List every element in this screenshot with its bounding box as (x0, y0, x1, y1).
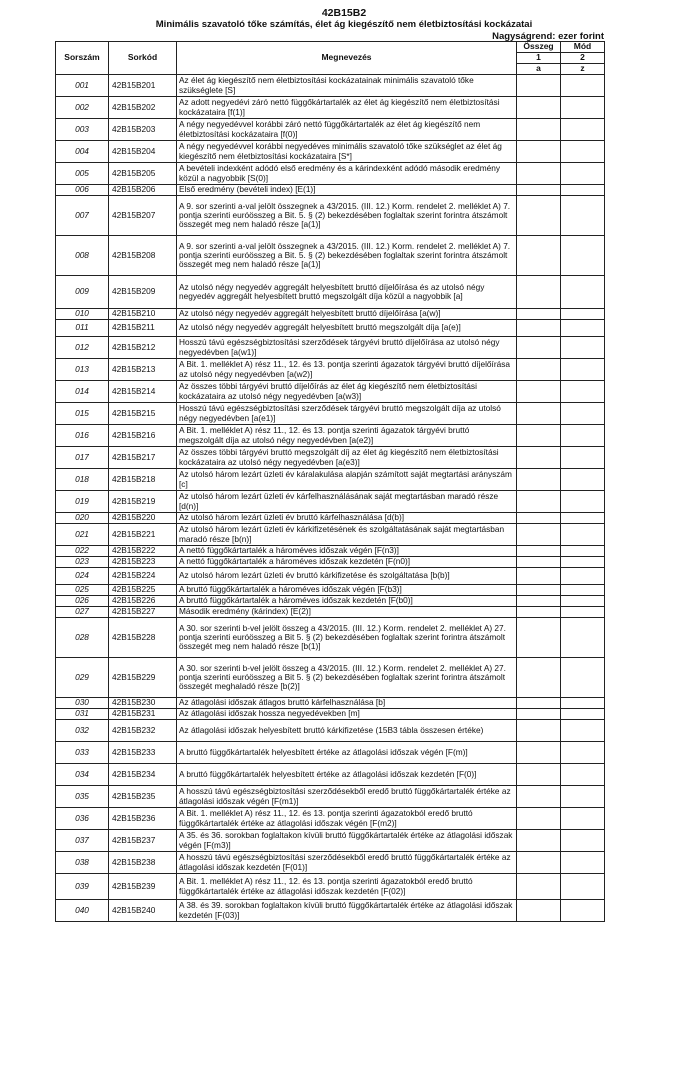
mode-cell[interactable] (561, 425, 605, 447)
row-number: 020 (56, 513, 109, 524)
mode-cell[interactable] (561, 141, 605, 163)
row-code: 42B15B237 (109, 830, 177, 852)
amount-cell[interactable] (517, 185, 561, 196)
row-code: 42B15B219 (109, 491, 177, 513)
row-description: A 38. és 39. sorokban foglaltakon kívüli bruttó függőkártartalék értéke az átlagolási időszak kezdetén [F(03)] (177, 900, 517, 922)
row-code: 42B15B205 (109, 163, 177, 185)
amount-cell[interactable] (517, 425, 561, 447)
row-code: 42B15B218 (109, 469, 177, 491)
amount-cell[interactable] (517, 337, 561, 359)
amount-cell[interactable] (517, 447, 561, 469)
row-code: 42B15B232 (109, 720, 177, 742)
row-description: A hosszú távú egészségbiztosítási szerződésekből eredő bruttó függőkártartalék értéke az átlagolási időszak kezdetén [F(01)] (177, 852, 517, 874)
mode-cell[interactable] (561, 403, 605, 425)
row-code: 42B15B203 (109, 119, 177, 141)
row-code: 42B15B233 (109, 742, 177, 764)
mode-cell[interactable] (561, 491, 605, 513)
row-code: 42B15B227 (109, 607, 177, 618)
row-description: Az átlagolási időszak átlagos bruttó kárfelhasználása [b] (177, 698, 517, 709)
row-description: Az élet ág kiegészítő nem életbiztosítási kockázatainak minimális szavatoló tőke szükséglete [S] (177, 75, 517, 97)
amount-cell[interactable] (517, 786, 561, 808)
row-number: 025 (56, 585, 109, 596)
row-number: 038 (56, 852, 109, 874)
mode-cell[interactable] (561, 75, 605, 97)
col-letter-mod: z (561, 64, 605, 75)
row-description: Az utolsó négy negyedév aggregált helyesbített bruttó díjelőírása és az utolsó négy negyedév aggregált helyesbített bruttó megszolgált díja közül a nagyobbik [a] (177, 276, 517, 309)
table-row (56, 185, 605, 196)
amount-cell[interactable] (517, 852, 561, 874)
row-number: 019 (56, 491, 109, 513)
row-code: 42B15B212 (109, 337, 177, 359)
mode-cell[interactable] (561, 236, 605, 276)
row-description: A bruttó függőkártartalék helyesbített értéke az átlagolási időszak kezdetén [F(0)] (177, 764, 517, 786)
row-number: 030 (56, 698, 109, 709)
mode-cell[interactable] (561, 900, 605, 922)
amount-cell[interactable] (517, 141, 561, 163)
table-row (56, 658, 605, 698)
amount-cell[interactable] (517, 709, 561, 720)
mode-cell[interactable] (561, 97, 605, 119)
row-description: Az adott negyedévi záró nettó függőkártartalék az élet ág kiegészítő nem életbiztosítási kockázataira [f(1)] (177, 97, 517, 119)
amount-cell[interactable] (517, 196, 561, 236)
row-number: 014 (56, 381, 109, 403)
row-code: 42B15B211 (109, 320, 177, 337)
amount-cell[interactable] (517, 546, 561, 557)
amount-cell[interactable] (517, 359, 561, 381)
amount-cell[interactable] (517, 874, 561, 900)
row-code: 42B15B213 (109, 359, 177, 381)
table-row (56, 425, 605, 447)
row-code: 42B15B221 (109, 524, 177, 546)
table-code: 42B15B2 (321, 7, 367, 19)
mode-cell[interactable] (561, 764, 605, 786)
amount-cell[interactable] (517, 568, 561, 585)
row-description: A Bit. 1. melléklet A) rész 11., 12. és 13. pontja szerinti ágazatokból eredő bruttó függőkártartalék értéke az átlagolási időszak végén [F(m2)] (177, 808, 517, 830)
row-description: A Bit. 1. melléklet A) rész 11., 12. és 13. pontja szerinti ágazatok tárgyévi bruttó megszolgált díja az utolsó négy negyedévben [a(e2)] (177, 425, 517, 447)
row-description: Az összes többi tárgyévi bruttó megszolgált díj az élet ág kiegészítő nem életbiztosítási kockázataira az utolsó négy negyedévben [a(e3)] (177, 447, 517, 469)
col-number-mod: 2 (561, 53, 605, 64)
row-description: Hosszú távú egészségbiztosítási szerződések tárgyévi bruttó díjelőírása az utolsó négy negyedévben [a(w1)] (177, 337, 517, 359)
row-code: 42B15B239 (109, 874, 177, 900)
mode-cell[interactable] (561, 469, 605, 491)
row-description: Az átlagolási időszak helyesbített bruttó kárkifizetése (15B3 tábla összesen értéke) (177, 720, 517, 742)
mode-cell[interactable] (561, 320, 605, 337)
row-code: 42B15B204 (109, 141, 177, 163)
row-code: 42B15B214 (109, 381, 177, 403)
row-description: A Bit. 1. melléklet A) rész 11., 12. és 13. pontja szerinti ágazatok tárgyévi bruttó díjelőírása az utolsó négy negyedévben [a(w2)] (177, 359, 517, 381)
row-description: A 35. és 36. sorokban foglaltakon kívüli bruttó függőkártartalék értéke az átlagolási időszak végén [F(m3)] (177, 830, 517, 852)
amount-cell[interactable] (517, 698, 561, 709)
table-row (56, 764, 605, 786)
row-number: 031 (56, 709, 109, 720)
row-number: 011 (56, 320, 109, 337)
row-description: A bruttó függőkártartalék helyesbített értéke az átlagolási időszak végén [F(m)] (177, 742, 517, 764)
table-row (56, 359, 605, 381)
row-code: 42B15B201 (109, 75, 177, 97)
row-number: 021 (56, 524, 109, 546)
table-row (56, 557, 605, 568)
amount-cell[interactable] (517, 607, 561, 618)
row-description: Az utolsó három lezárt üzleti év kárfelhasználásának saját megtartásban maradó része [d(n)] (177, 491, 517, 513)
row-number: 002 (56, 97, 109, 119)
table-row (56, 585, 605, 596)
row-number: 013 (56, 359, 109, 381)
amount-cell[interactable] (517, 524, 561, 546)
amount-cell[interactable] (517, 381, 561, 403)
mode-cell[interactable] (561, 546, 605, 557)
mode-cell[interactable] (561, 658, 605, 698)
table-row (56, 236, 605, 276)
amount-cell[interactable] (517, 658, 561, 698)
table-row (56, 568, 605, 585)
row-description: Az utolsó három lezárt üzleti év bruttó kárfelhasználása [d(b)] (177, 513, 517, 524)
mode-cell[interactable] (561, 596, 605, 607)
amount-cell[interactable] (517, 618, 561, 658)
row-code: 42B15B238 (109, 852, 177, 874)
amount-cell[interactable] (517, 75, 561, 97)
table-row (56, 874, 605, 900)
row-number: 018 (56, 469, 109, 491)
amount-cell[interactable] (517, 513, 561, 524)
amount-cell[interactable] (517, 585, 561, 596)
table-row (56, 119, 605, 141)
row-description: A négy negyedévvel korábbi záró nettó függőkártartalék az élet ág kiegészítő nem életbiztosítási kockázataira [f(0)] (177, 119, 517, 141)
table-row (56, 513, 605, 524)
col-header-mod: Mód (561, 42, 605, 53)
row-description: A bruttó függőkártartalék a hároméves időszak kezdetén [F(b0)] (177, 596, 517, 607)
mode-cell[interactable] (561, 585, 605, 596)
row-code: 42B15B217 (109, 447, 177, 469)
row-number: 024 (56, 568, 109, 585)
row-code: 42B15B240 (109, 900, 177, 922)
mode-cell[interactable] (561, 359, 605, 381)
row-code: 42B15B202 (109, 97, 177, 119)
mode-cell[interactable] (561, 786, 605, 808)
row-number: 010 (56, 309, 109, 320)
table-row (56, 381, 605, 403)
row-description: Az utolsó négy negyedév aggregált helyesbített bruttó díjelőírása [a(w)] (177, 309, 517, 320)
amount-cell[interactable] (517, 119, 561, 141)
row-code: 42B15B222 (109, 546, 177, 557)
mode-cell[interactable] (561, 185, 605, 196)
table-row (56, 196, 605, 236)
row-number: 039 (56, 874, 109, 900)
row-code: 42B15B225 (109, 585, 177, 596)
col-header-osszeg: Összeg (517, 42, 561, 53)
table-row (56, 141, 605, 163)
amount-cell[interactable] (517, 742, 561, 764)
table-row (56, 403, 605, 425)
row-description: A 30. sor szerinti b-vel jelölt összeg a 43/2015. (III. 12.) Korm. rendelet 2. melléklet A) 27. pontja szerinti euróösszeg a Bit 5. § (2) bekezdésében foglaltak szerint forintra átszámolt összegét meghaladó része [b(2)] (177, 658, 517, 698)
row-description: Az összes többi tárgyévi bruttó díjelőírás az élet ág kiegészítő nem életbiztosítási kockázataira az utolsó négy negyedévben [a(w3)] (177, 381, 517, 403)
mode-cell[interactable] (561, 568, 605, 585)
row-number: 023 (56, 557, 109, 568)
row-number: 006 (56, 185, 109, 196)
row-number: 040 (56, 900, 109, 922)
row-code: 42B15B216 (109, 425, 177, 447)
mode-cell[interactable] (561, 709, 605, 720)
amount-cell[interactable] (517, 720, 561, 742)
amount-cell[interactable] (517, 236, 561, 276)
row-number: 034 (56, 764, 109, 786)
table-row (56, 320, 605, 337)
mode-cell[interactable] (561, 196, 605, 236)
row-description: A bruttó függőkártartalék a hároméves időszak végén [F(b3)] (177, 585, 517, 596)
row-number: 008 (56, 236, 109, 276)
table-row (56, 852, 605, 874)
row-number: 036 (56, 808, 109, 830)
row-description: A 9. sor szerinti a-val jelölt összegnek a 43/2015. (III. 12.) Korm. rendelet 2. melléklet A) 7. pontja szerinti euróösszeg a Bit. 5. § (2) bekezdésében foglaltak szerint forintra átszámolt összegét meg nem haladó része [a(1)] (177, 236, 517, 276)
table-row (56, 709, 605, 720)
mode-cell[interactable] (561, 513, 605, 524)
table-row (56, 163, 605, 185)
amount-cell[interactable] (517, 320, 561, 337)
row-number: 003 (56, 119, 109, 141)
row-number: 012 (56, 337, 109, 359)
mode-cell[interactable] (561, 698, 605, 709)
amount-cell[interactable] (517, 491, 561, 513)
row-code: 42B15B226 (109, 596, 177, 607)
mode-cell[interactable] (561, 607, 605, 618)
data-table (55, 41, 605, 922)
table-row (56, 469, 605, 491)
mode-cell[interactable] (561, 720, 605, 742)
row-description: Az utolsó három lezárt üzleti év káralakulása alapján számított saját megtartási arányszám [c] (177, 469, 517, 491)
table-title: Minimális szavatoló tőke számítás, élet ág kiegészítő nem életbiztosítási kockázatai (155, 19, 533, 30)
row-description: Az utolsó három lezárt üzleti év kárkifizetésének és szolgáltatásának saját megtartásban maradó része [b(n)] (177, 524, 517, 546)
mode-cell[interactable] (561, 381, 605, 403)
row-code: 42B15B235 (109, 786, 177, 808)
amount-cell[interactable] (517, 900, 561, 922)
table-row (56, 97, 605, 119)
row-code: 42B15B224 (109, 568, 177, 585)
mode-cell[interactable] (561, 119, 605, 141)
row-code: 42B15B220 (109, 513, 177, 524)
amount-cell[interactable] (517, 276, 561, 309)
mode-cell[interactable] (561, 852, 605, 874)
table-row (56, 309, 605, 320)
table-row (56, 830, 605, 852)
amount-cell[interactable] (517, 596, 561, 607)
col-letter-osszeg: a (517, 64, 561, 75)
row-number: 027 (56, 607, 109, 618)
row-code: 42B15B206 (109, 185, 177, 196)
mode-cell[interactable] (561, 742, 605, 764)
mode-cell[interactable] (561, 163, 605, 185)
amount-cell[interactable] (517, 309, 561, 320)
mode-cell[interactable] (561, 808, 605, 830)
table-row (56, 337, 605, 359)
row-description: A 30. sor szerinti b-vel jelölt összeg a 43/2015. (III. 12.) Korm. rendelet 2. melléklet A) 27. pontja szerinti euróösszeg a Bit 5. § (2) bekezdésében foglaltak szerint forintra átszámolt összegét meg nem haladó része [b(1)] (177, 618, 517, 658)
mode-cell[interactable] (561, 557, 605, 568)
amount-cell[interactable] (517, 469, 561, 491)
mode-cell[interactable] (561, 874, 605, 900)
unit-label: Nagyságrend: ezer forint (492, 31, 604, 42)
table-row (56, 720, 605, 742)
table-row (56, 546, 605, 557)
table-row (56, 618, 605, 658)
row-number: 004 (56, 141, 109, 163)
row-number: 005 (56, 163, 109, 185)
table-row (56, 742, 605, 764)
table-row (56, 524, 605, 546)
row-description: A 9. sor szerinti a-val jelölt összegnek a 43/2015. (III. 12.) Korm. rendelet 2. melléklet A) 7. pontja szerinti euróösszeg a Bit. 5. § (2) bekezdésében foglaltak szerint forintra átszámolt összegét meg nem haladó része [a(1)] (177, 196, 517, 236)
amount-cell[interactable] (517, 97, 561, 119)
col-number-osszeg: 1 (517, 53, 561, 64)
row-description: Hosszú távú egészségbiztosítási szerződések tárgyévi bruttó megszolgált díja az utolsó négy negyedévben [a(e1)] (177, 403, 517, 425)
col-header-sorkod: Sorkód (109, 42, 177, 75)
row-number: 016 (56, 425, 109, 447)
row-code: 42B15B228 (109, 618, 177, 658)
row-code: 42B15B223 (109, 557, 177, 568)
table-row (56, 900, 605, 922)
row-code: 42B15B231 (109, 709, 177, 720)
row-code: 42B15B229 (109, 658, 177, 698)
row-code: 42B15B208 (109, 236, 177, 276)
row-number: 022 (56, 546, 109, 557)
row-description: A bevételi indexként adódó első eredmény és a kárindexként adódó második eredmény közül a nagyobbik [S(0)] (177, 163, 517, 185)
row-code: 42B15B234 (109, 764, 177, 786)
table-row (56, 607, 605, 618)
row-number: 037 (56, 830, 109, 852)
amount-cell[interactable] (517, 163, 561, 185)
row-number: 017 (56, 447, 109, 469)
mode-cell[interactable] (561, 524, 605, 546)
table-row (56, 808, 605, 830)
amount-cell[interactable] (517, 764, 561, 786)
row-code: 42B15B207 (109, 196, 177, 236)
row-number: 007 (56, 196, 109, 236)
row-number: 001 (56, 75, 109, 97)
table-body (56, 75, 605, 922)
table-row (56, 447, 605, 469)
row-number: 029 (56, 658, 109, 698)
row-description: Az utolsó három lezárt üzleti év bruttó kárkifizetése és szolgáltatása [b(b)] (177, 568, 517, 585)
row-number: 035 (56, 786, 109, 808)
row-code: 42B15B236 (109, 808, 177, 830)
row-description: A nettó függőkártartalék a hároméves időszak végén [F(n3)] (177, 546, 517, 557)
row-number: 028 (56, 618, 109, 658)
row-description: Második eredmény (kárindex) [E(2)] (177, 607, 517, 618)
row-description: Első eredmény (bevételi index) [E(1)] (177, 185, 517, 196)
mode-cell[interactable] (561, 309, 605, 320)
amount-cell[interactable] (517, 403, 561, 425)
table-row (56, 596, 605, 607)
row-code: 42B15B209 (109, 276, 177, 309)
amount-cell[interactable] (517, 830, 561, 852)
row-description: A Bit. 1. melléklet A) rész 11., 12. és 13. pontja szerinti ágazatokból eredő bruttó függőkártartalék értéke az átlagolási időszak kezdetén [F(02)] (177, 874, 517, 900)
mode-cell[interactable] (561, 337, 605, 359)
table-row (56, 491, 605, 513)
row-number: 009 (56, 276, 109, 309)
mode-cell[interactable] (561, 276, 605, 309)
row-code: 42B15B215 (109, 403, 177, 425)
mode-cell[interactable] (561, 618, 605, 658)
table-row (56, 786, 605, 808)
col-header-megnevezes: Megnevezés (177, 42, 517, 75)
table-row (56, 698, 605, 709)
mode-cell[interactable] (561, 830, 605, 852)
row-number: 033 (56, 742, 109, 764)
row-number: 026 (56, 596, 109, 607)
row-number: 015 (56, 403, 109, 425)
amount-cell[interactable] (517, 557, 561, 568)
row-description: A négy negyedévvel korábbi negyedéves minimális szavatoló tőke szükséglet az élet ág kiegészítő nem életbiztosítási kockázataira [S*] (177, 141, 517, 163)
row-description: A nettó függőkártartalék a hároméves időszak kezdetén [F(n0)] (177, 557, 517, 568)
amount-cell[interactable] (517, 808, 561, 830)
row-description: Az átlagolási időszak hossza negyedévekben [m] (177, 709, 517, 720)
col-header-sorszam: Sorszám (56, 42, 109, 75)
table-row (56, 75, 605, 97)
row-code: 42B15B230 (109, 698, 177, 709)
mode-cell[interactable] (561, 447, 605, 469)
row-description: Az utolsó négy negyedév aggregált helyesbített bruttó megszolgált díja [a(e)] (177, 320, 517, 337)
row-code: 42B15B210 (109, 309, 177, 320)
table-row (56, 276, 605, 309)
row-description: A hosszú távú egészségbiztosítási szerződésekből eredő bruttó függőkártartalék értéke az átlagolási időszak végén [F(m1)] (177, 786, 517, 808)
row-number: 032 (56, 720, 109, 742)
